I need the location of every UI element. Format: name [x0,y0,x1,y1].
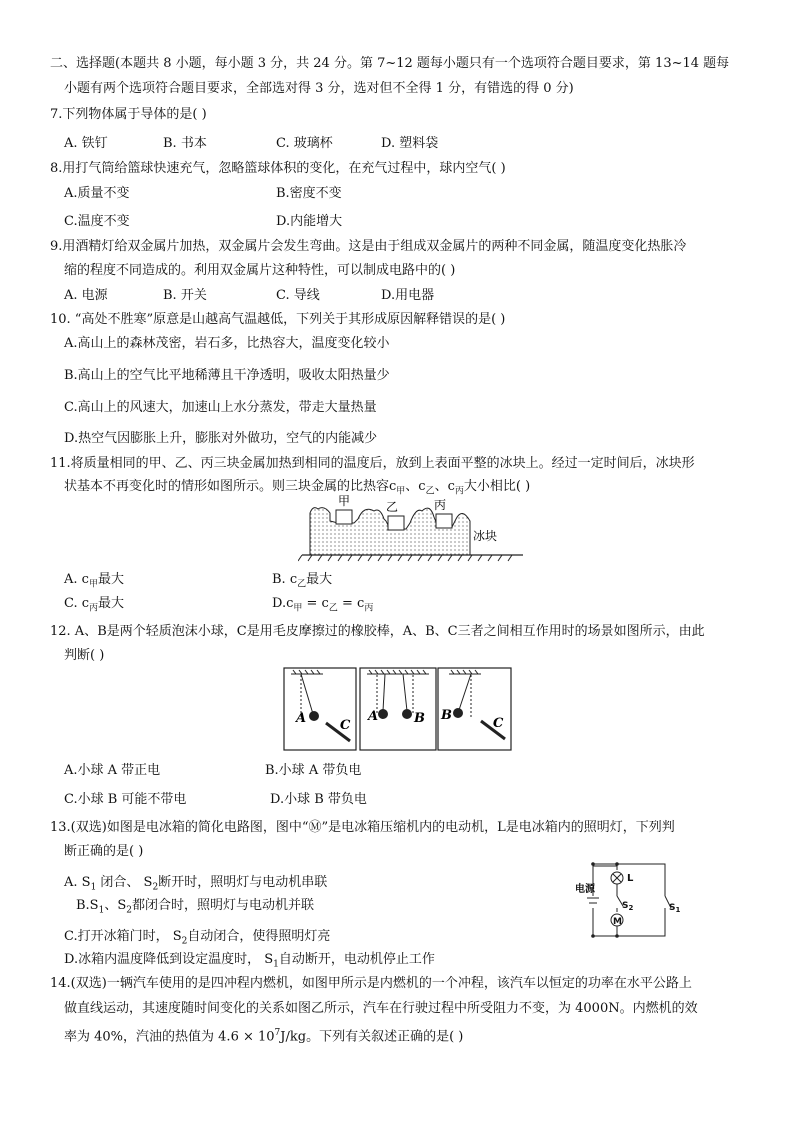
motor-icon: M [613,917,622,927]
q9-option-d: D.用电器 [381,288,435,303]
q7-option-d: D. 塑料袋 [381,136,439,151]
q13-option-c: C.打开冰箱门时， $S_2$自动闭合，使得照明灯亮 [64,929,331,947]
q14-stem-line1: 14.(双选)一辆汽车使用的是四冲程内燃机，如图甲所示是内燃机的一个冲程，该汽车以恒定的功率在水平公路上 [50,976,692,991]
section-instructions-line2: 小题有两个选项符合题目要求，全部选对得 3 分，选对但不全得 1 分，有错选的得 0 分) [64,81,574,96]
q12-stem-line1: 12. A、B是两个轻质泡沫小球，C是用毛皮摩擦过的橡胶棒，A、B、C三者之间相互作用时的场景如图所示，由此 [50,624,705,639]
q9-option-a: A. 电源 [64,288,108,303]
q8-option-d: D.内能增大 [276,214,343,229]
label-ball-a-2: A [368,709,379,724]
q7-option-a: A. 铁钉 [64,136,108,151]
q7-stem: 7.下列物体属于导体的是( ) [50,107,207,122]
q13-stem-line1: 13.(双选)如图是电冰箱的简化电路图，图中“Ⓜ”是电冰箱压缩机内的电动机，L是电冰箱内的照明灯，下列判 [50,820,675,835]
q8-option-c: C.温度不变 [64,214,130,229]
label-s1: $S_1$ [669,903,681,914]
q12-option-b: B.小球 A 带负电 [265,763,362,778]
q11-option-b: B. $c_乙$最大 [272,572,333,590]
label-yi: 乙 [386,500,399,514]
q10-option-c: C.高山上的风速大，加速山上水分蒸发，带走大量热量 [64,400,377,415]
q10-stem: 10. “高处不胜寒”原意是山越高气温越低，下列关于其形成原因解释错误的是( ) [50,312,506,327]
label-ball-b-2: B [414,711,425,726]
q14-stem-line2: 做直线运动，其速度随时间变化的关系如图乙所示，汽车在行驶过程中所受阻力不变，为 4000N。内燃机的效 [64,1001,698,1016]
q13-option-d: D.冰箱内温度降低到设定温度时， $S_1$自动断开，电动机停止工作 [64,952,435,970]
q13-stem-line2: 断正确的是( ) [64,844,144,859]
q9-option-b: B. 开关 [163,288,207,303]
q9-stem-line1: 9.用酒精灯给双金属片加热，双金属片会发生弯曲。这是由于组成双金属片的两种不同金属，随温度变化热胀冷 [50,239,687,254]
q12-option-c: C.小球 B 可能不带电 [64,792,187,807]
label-bing: 丙 [434,498,447,512]
q9-stem-line2: 缩的程度不同造成的。利用双金属片这种特性，可以制成电路中的( ) [64,263,456,278]
q11-stem-line1: 11.将质量相同的甲、乙、丙三块金属加热到相同的温度后，放到上表面平整的冰块上。经过一定时间后，冰块形 [50,456,695,471]
label-ice: 冰块 [473,529,498,543]
q13-option-a: A. $S_1$ 闭合、 $S_2$断开时，照明灯与电动机串联 [64,875,328,893]
charged-balls-figure [283,667,513,752]
section-instructions-line1: 二、选择题(本题共 8 小题，每小题 3 分，共 24 分。第 7~12 题每小题只有一个选项符合题目要求，第 13~14 题每 [50,56,730,71]
q13-option-b: $B.S_1$、$S_2$都闭合时，照明灯与电动机并联 [76,898,314,916]
q7-option-b: B. 书本 [163,136,207,151]
ice-block-figure [298,493,533,565]
q7-option-c: C. 玻璃杯 [276,136,333,151]
label-jia: 甲 [338,494,351,508]
q8-option-b: B.密度不变 [276,186,342,201]
label-rod-c: C [340,718,351,733]
label-s2: $S_2$ [622,901,634,912]
label-power: 电源 [575,884,595,895]
q10-option-b: B.高山上的空气比平地稀薄且干净透明，吸收太阳热量少 [64,368,390,383]
q11-stem-line2: 状基本不再变化时的情形如图所示。则三块金属的比热容$c_甲$、$c_乙$、$c_丙$大小相比( ) [64,479,531,497]
label-rod-c-3: C [493,716,504,731]
q11-option-c: C. $c_丙$最大 [64,596,125,614]
label-ball-a: A [296,711,307,726]
label-lamp: L [627,873,634,884]
q10-option-d: D.热空气因膨胀上升，膨胀对外做功，空气的内能减少 [64,431,378,446]
label-ball-b-3: B [441,708,452,723]
q8-stem: 8.用打气筒给篮球快速充气，忽略篮球体积的变化，在充气过程中，球内空气( ) [50,161,506,176]
q12-stem-line2: 判断( ) [64,648,105,663]
q14-stem-line3: 率为 40%，汽油的热值为 $4.6 \times 10^7J/kg$。下列有关叙述正确的是( ) [64,1028,464,1045]
q12-option-d: D.小球 B 带负电 [270,792,367,807]
fridge-circuit-diagram [575,858,685,942]
q11-option-d: $D.c_甲 = c_乙 = c_丙$ [272,596,374,614]
q9-option-c: C. 导线 [276,288,320,303]
q8-option-a: A.质量不变 [64,186,130,201]
q11-option-a: A. $c_甲$最大 [64,572,124,590]
q10-option-a: A.高山上的森林茂密，岩石多，比热容大，温度变化较小 [64,336,390,351]
q12-option-a: A.小球 A 带正电 [64,763,161,778]
